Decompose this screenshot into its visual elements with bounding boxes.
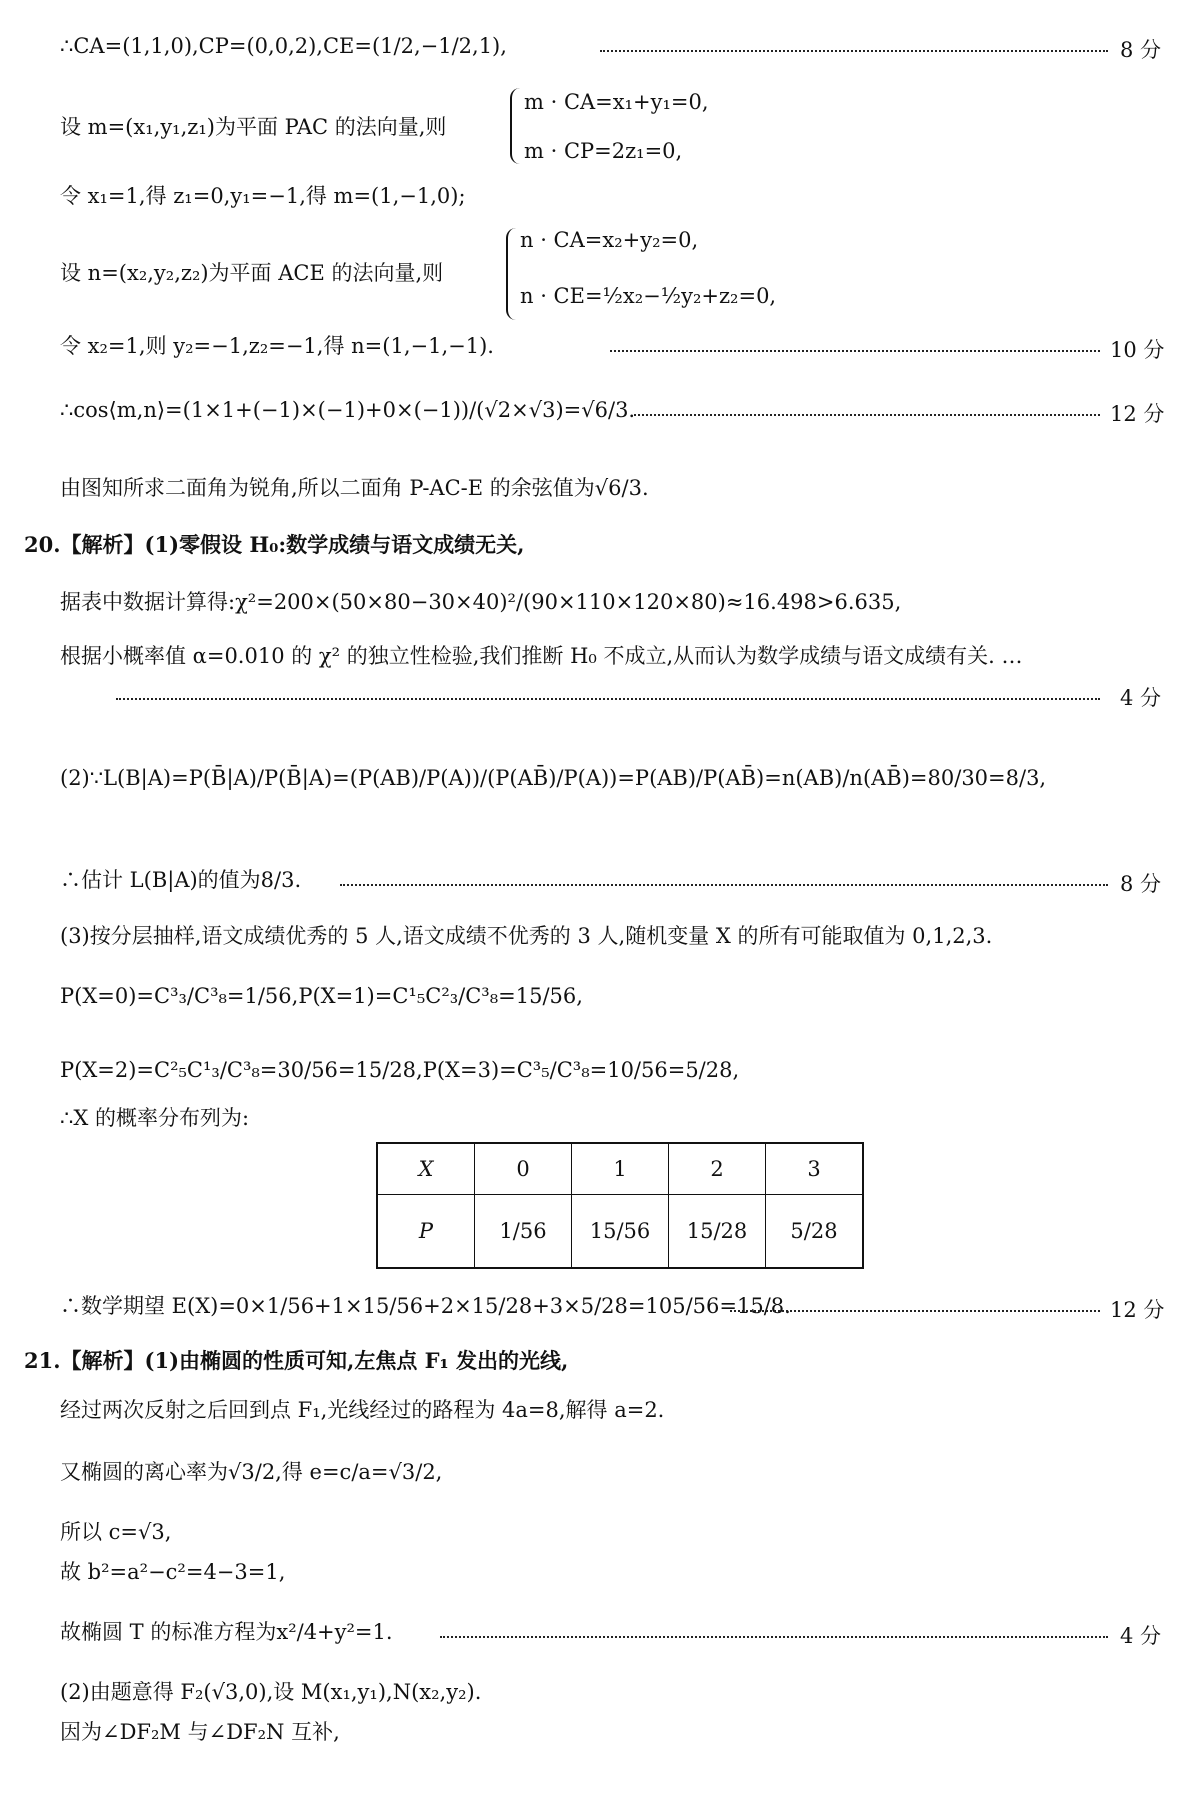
line-plane-ace-setup: 设 n=(x₂,y₂,z₂)为平面 ACE 的法向量,则 (60, 261, 444, 285)
dot-leader (440, 1636, 1108, 1638)
table-cell: 15/56 (572, 1195, 669, 1269)
line-plane-pac-setup: 设 m=(x₁,y₁,z₁)为平面 PAC 的法向量,则 (60, 115, 447, 139)
table-row (377, 1143, 863, 1195)
score-8: 8 分 (1120, 872, 1162, 896)
dot-leader (634, 414, 1100, 416)
dot-leader (610, 350, 1100, 352)
table-header-cell: 1 (572, 1143, 669, 1195)
line-path-length: 经过两次反射之后回到点 F₁,光线经过的路程为 4a=8,解得 a=2. (60, 1398, 665, 1422)
dot-leader (730, 1310, 1100, 1312)
line-solve-m: 令 x₁=1,得 z₁=0,y₁=−1,得 m=(1,−1,0); (60, 184, 466, 208)
line-p2-p3: P(X=2)=C²₅C¹₃/C³₈=30/56=15/28,P(X=3)=C³₅/C³₈=10/56=5/28, (60, 1058, 740, 1082)
line-vectors: ∴CA=(1,1,0),CP=(0,0,2),CE=(1/2,−1/2,1), (60, 34, 507, 58)
table-header-cell: 3 (766, 1143, 864, 1195)
line-eq-m-ca: m · CA=x₁+y₁=0, (524, 90, 709, 114)
line-eq-m-cp: m · CP=2z₁=0, (524, 139, 683, 163)
table-cell: 1/56 (475, 1195, 572, 1269)
line-c-value: 所以 c=√3, (60, 1520, 172, 1544)
line-part-2-setup: (2)由题意得 F₂(√3,0),设 M(x₁,y₁),N(x₂,y₂). (60, 1680, 482, 1704)
table-header-cell: X (377, 1143, 475, 1195)
score-4: 4 分 (1120, 686, 1162, 710)
line-solve-n: 令 x₂=1,则 y₂=−1,z₂=−1,得 n=(1,−1,−1). (60, 334, 494, 358)
table-cell: 5/28 (766, 1195, 864, 1269)
line-estimate: ∴估计 L(B|A)的值为8/3. (60, 868, 302, 892)
score-12: 12 分 (1110, 402, 1165, 426)
line-cosine: ∴cos⟨m,n⟩=(1×1+(−1)×(−1)+0×(−1))/(√2×√3)=√6/3. (60, 398, 636, 422)
line-independence-test: 根据小概率值 α=0.010 的 χ² 的独立性检验,我们推断 H₀ 不成立,从而认为数学成绩与语文成绩有关. … (60, 644, 1023, 668)
dot-leader (116, 698, 1100, 700)
line-stratified: (3)按分层抽样,语文成绩优秀的 5 人,语文成绩不优秀的 3 人,随机变量 X 的所有可能取值为 0,1,2,3. (60, 924, 993, 948)
line-b-value: 故 b²=a²−c²=4−3=1, (60, 1560, 286, 1584)
score-8: 8 分 (1120, 38, 1162, 62)
table-header-cell: 2 (669, 1143, 766, 1195)
line-angles-supplementary: 因为∠DF₂M 与∠DF₂N 互补, (60, 1720, 340, 1744)
system-brace (510, 88, 522, 164)
table-cell: P (377, 1195, 475, 1269)
line-expectation: ∴数学期望 E(X)=0×1/56+1×15/56+2×15/28+3×5/28=105/56=15/8. (60, 1294, 791, 1318)
line-distribution-intro: ∴X 的概率分布列为: (60, 1106, 250, 1130)
heading-21: 21.【解析】(1)由椭圆的性质可知,左焦点 F₁ 发出的光线, (24, 1348, 569, 1373)
table-row (377, 1195, 863, 1269)
table-header-cell: 0 (475, 1143, 572, 1195)
probability-table (376, 1142, 864, 1269)
line-ellipse-equation: 故椭圆 T 的标准方程为x²/4+y²=1. (60, 1620, 393, 1644)
line-eq-n-ce: n · CE=½x₂−½y₂+z₂=0, (520, 284, 777, 308)
heading-20: 20.【解析】(1)零假设 H₀:数学成绩与语文成绩无关, (24, 532, 525, 557)
line-eccentricity: 又椭圆的离心率为√3/2,得 e=c/a=√3/2, (60, 1460, 443, 1484)
dot-leader (340, 884, 1108, 886)
line-eq-n-ca: n · CA=x₂+y₂=0, (520, 228, 699, 252)
score-10: 10 分 (1110, 338, 1165, 362)
table-cell: 15/28 (669, 1195, 766, 1269)
system-brace (506, 228, 518, 320)
line-chi-square: 据表中数据计算得:χ²=200×(50×80−30×40)²/(90×110×120×80)≈16.498>6.635, (60, 590, 902, 614)
score-12: 12 分 (1110, 1298, 1165, 1322)
line-conclusion-19: 由图知所求二面角为锐角,所以二面角 P-AC-E 的余弦值为√6/3. (60, 476, 649, 500)
score-4: 4 分 (1120, 1624, 1162, 1648)
line-p0-p1: P(X=0)=C³₃/C³₈=1/56,P(X=1)=C¹₅C²₃/C³₈=15/56, (60, 984, 583, 1008)
dot-leader (600, 50, 1108, 52)
line-likelihood: (2)∵L(B|A)=P(B̄|A)/P(B̄|A)=(P(AB)/P(A))/(P(AB̄)/P(A))=P(AB)/P(AB̄)=n(AB)/n(AB̄)=80/30=8/3, (60, 766, 1047, 790)
